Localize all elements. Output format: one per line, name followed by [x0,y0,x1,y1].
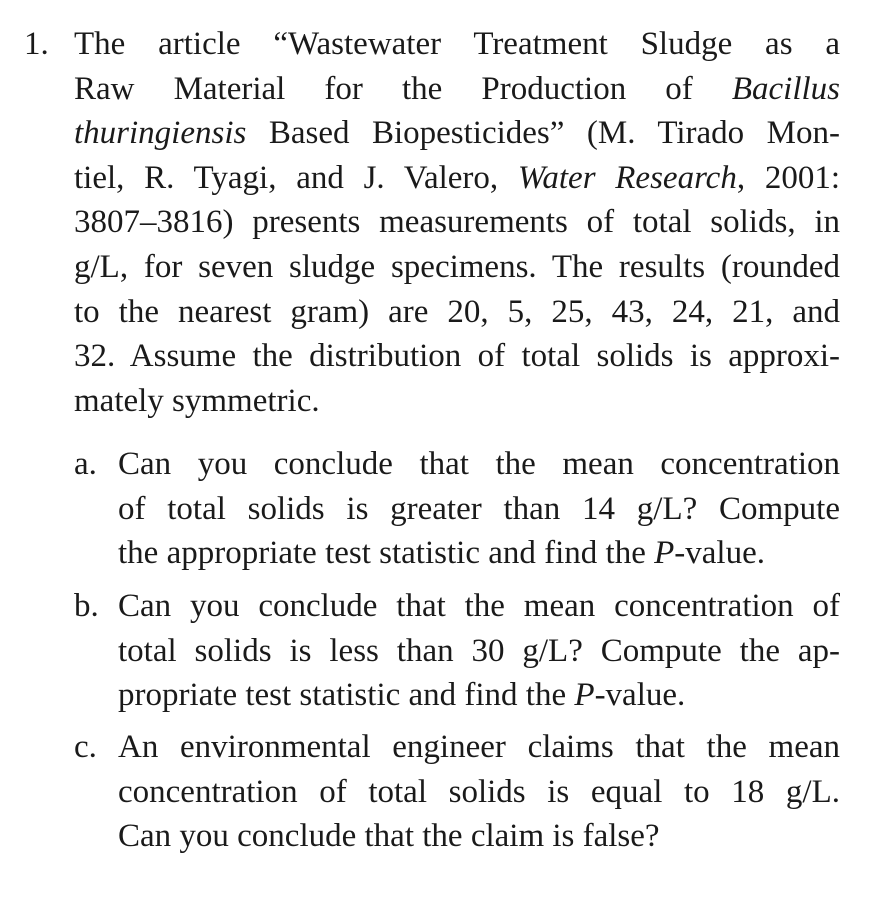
stem-line [74,67,840,112]
text-run: g/L, for seven sludge specimens. The results (rounded [74,249,840,285]
stem-line [74,156,840,201]
stem-line [74,245,840,290]
text-run: mately symmetric. [74,382,320,419]
text-run: the appropriate test statistic and find the [118,535,655,572]
text-run: concentration of total solids is equal to 18 g/L. [118,773,840,810]
part-line [118,531,840,576]
part-line [118,629,840,674]
part-line [118,673,840,718]
part-line [118,442,840,487]
text-run: The article “Wastewater Treatment Sludge as a [74,26,840,62]
text-run: Raw Material for the Production of [74,70,732,107]
problem-number: 1. [24,26,49,62]
italic-text: Water Research [517,159,737,196]
italic-text: Bacillus [731,70,840,107]
part-line [118,770,840,815]
text-run: Based Biopesticides” (M. Tirado Mon- [246,115,840,152]
text-run: An environmental engineer claims that the mean [118,729,840,765]
text-run: propriate test statistic and find the [118,677,575,714]
text-run: Can you conclude that the claim is false? [118,818,660,855]
text-run: Can you conclude that the mean concentration [118,446,840,482]
part-label: a. [74,446,97,482]
stem-line [74,22,840,67]
text-run: -value. [674,535,765,572]
text-run: to the nearest gram) are 20, 5, 25, 43, 24, 21, and [74,293,840,330]
stem-line [74,379,840,424]
part-line [118,487,840,532]
text-run: tiel, R. Tyagi, and J. Valero, [74,159,518,196]
part-line [118,725,840,770]
stem-line [74,111,840,156]
italic-text: P [574,677,595,714]
text-run: total solids is less than 30 g/L? Compute the ap- [118,632,840,669]
text-run: -value. [594,677,686,714]
stem-line [74,200,840,245]
part-label: b. [74,588,99,624]
italic-text: thuringiensis [74,115,247,152]
stem-line [74,290,840,335]
text-run: Can you conclude that the mean concentration of [118,588,840,624]
stem-line [74,334,840,379]
italic-text: P [654,535,675,572]
part-line [118,814,840,859]
text-run: of total solids is greater than 14 g/L? Compute [118,490,840,527]
part-label: c. [74,729,97,765]
text-run: , 2001: [736,159,840,196]
part-line [118,584,840,629]
text-run: 3807–3816) presents measurements of total solids, in [74,204,840,241]
text-run: 32. Assume the distribution of total solids is approxi- [74,338,840,375]
